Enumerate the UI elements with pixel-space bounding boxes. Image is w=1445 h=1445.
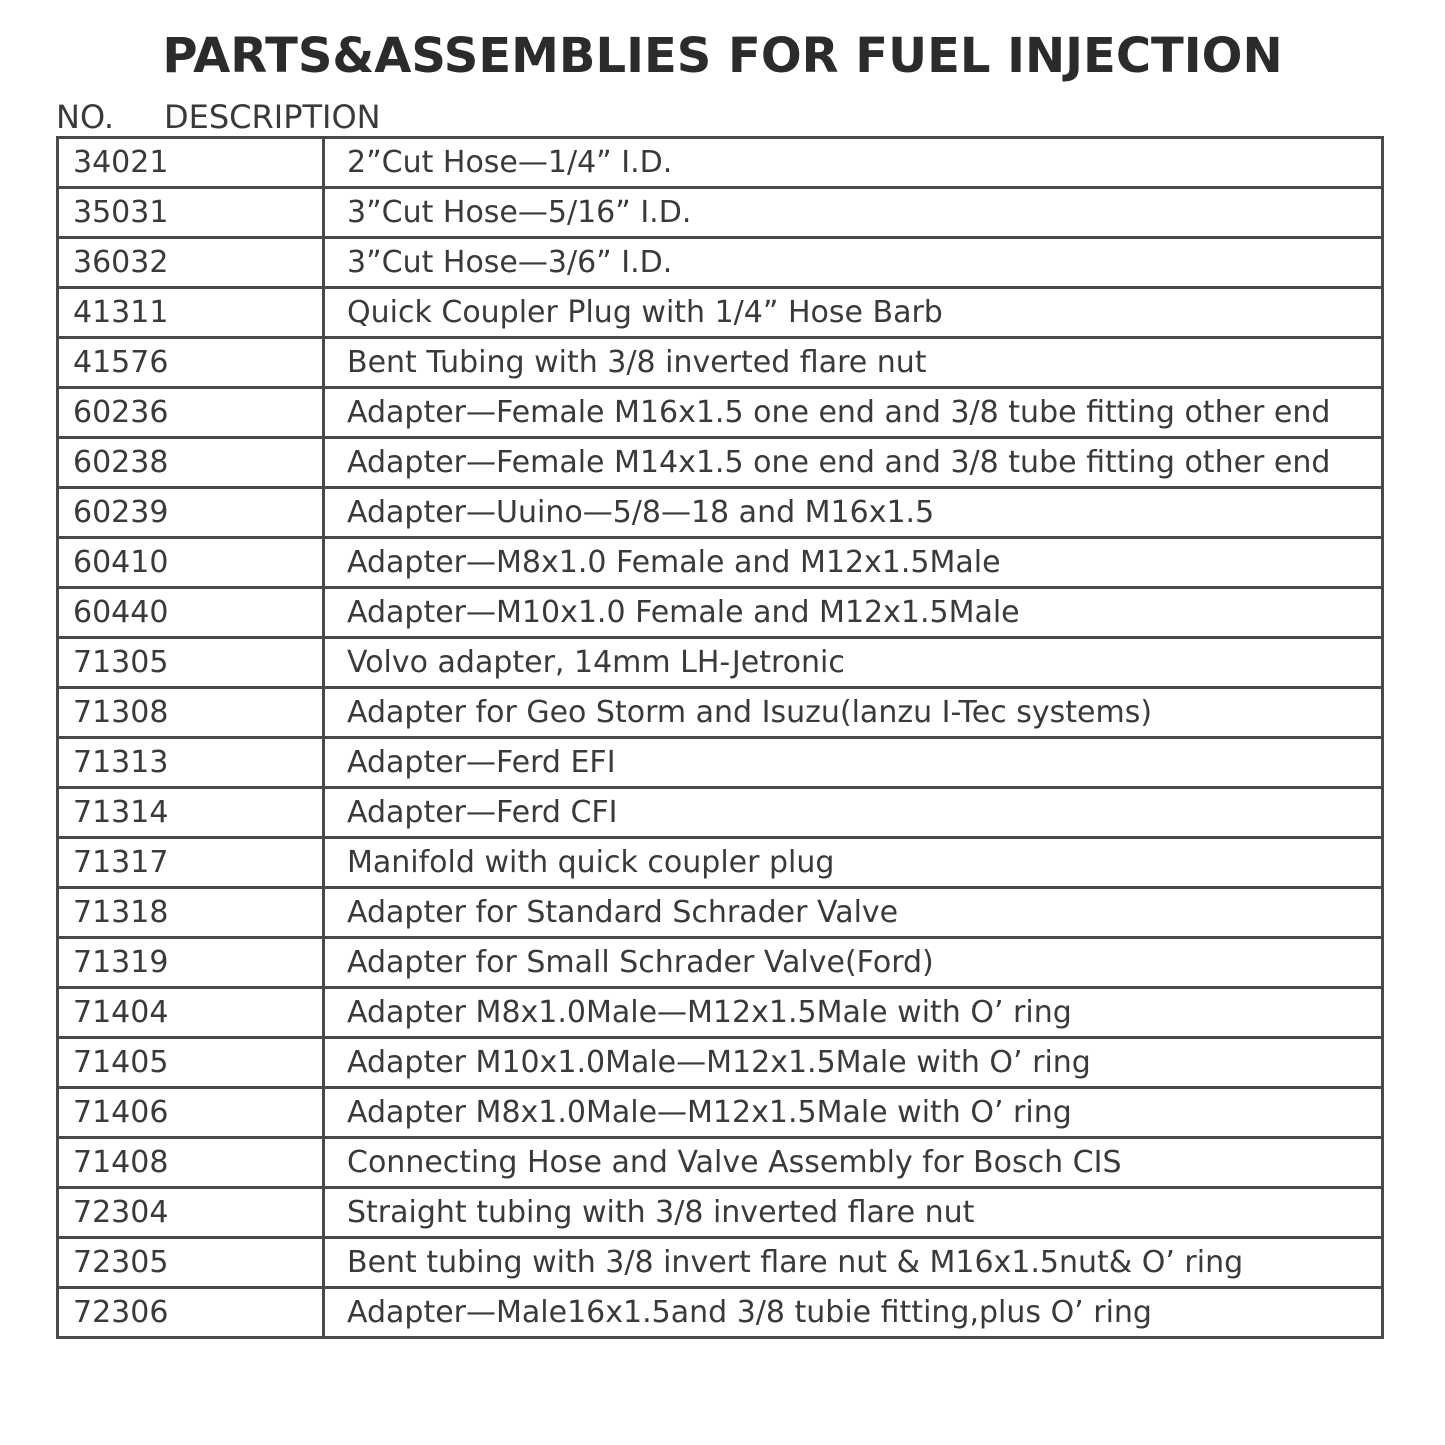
table-row [58, 688, 1383, 738]
part-number-cell: 34021 [58, 138, 324, 188]
table-row [58, 938, 1383, 988]
part-description-cell: Adapter—Ferd CFI [324, 788, 1383, 838]
table-row [58, 888, 1383, 938]
table-row [58, 1038, 1383, 1088]
part-description-cell: Quick Coupler Plug with 1/4” Hose Barb [324, 288, 1383, 338]
table-row [58, 1238, 1383, 1288]
part-description-cell: Adapter for Geo Storm and Isuzu(lanzu I-Tec systems) [324, 688, 1383, 738]
table-row [58, 638, 1383, 688]
table-row [58, 488, 1383, 538]
parts-table [56, 136, 1384, 1339]
part-description-cell: Adapter for Standard Schrader Valve [324, 888, 1383, 938]
part-description-cell: Adapter—M8x1.0 Female and M12x1.5Male [324, 538, 1383, 588]
part-description-cell: Adapter for Small Schrader Valve(Ford) [324, 938, 1383, 988]
part-description-cell: Bent Tubing with 3/8 inverted flare nut [324, 338, 1383, 388]
table-row [58, 1138, 1383, 1188]
part-number-cell: 71308 [58, 688, 324, 738]
table-row [58, 788, 1383, 838]
part-number-cell: 35031 [58, 188, 324, 238]
part-number-cell: 72305 [58, 1238, 324, 1288]
table-row [58, 538, 1383, 588]
part-number-cell: 72304 [58, 1188, 324, 1238]
part-description-cell: Adapter M10x1.0Male—M12x1.5Male with O’ ring [324, 1038, 1383, 1088]
part-number-cell: 71319 [58, 938, 324, 988]
part-number-cell: 71404 [58, 988, 324, 1038]
part-number-cell: 60440 [58, 588, 324, 638]
table-row [58, 838, 1383, 888]
part-description-cell: 3”Cut Hose—3/6” I.D. [324, 238, 1383, 288]
part-description-cell: Volvo adapter, 14mm LH-Jetronic [324, 638, 1383, 688]
part-description-cell: Adapter—Female M16x1.5 one end and 3/8 tube fitting other end [324, 388, 1383, 438]
table-row [58, 738, 1383, 788]
part-number-cell: 60238 [58, 438, 324, 488]
part-number-cell: 41311 [58, 288, 324, 338]
table-row [58, 338, 1383, 388]
part-number-cell: 36032 [58, 238, 324, 288]
part-number-cell: 71408 [58, 1138, 324, 1188]
part-number-cell: 71317 [58, 838, 324, 888]
part-description-cell: Adapter—Male16x1.5and 3/8 tubie fitting,plus O’ ring [324, 1288, 1383, 1338]
column-header-no: NO. [56, 98, 114, 136]
part-number-cell: 41576 [58, 338, 324, 388]
table-row [58, 188, 1383, 238]
part-description-cell: 2”Cut Hose—1/4” I.D. [324, 138, 1383, 188]
page-title: PARTS&ASSEMBLIES FOR FUEL INJECTION [162, 28, 1283, 84]
part-description-cell: Straight tubing with 3/8 inverted flare nut [324, 1188, 1383, 1238]
part-description-cell: Connecting Hose and Valve Assembly for Bosch CIS [324, 1138, 1383, 1188]
table-row [58, 288, 1383, 338]
part-description-cell: 3”Cut Hose—5/16” I.D. [324, 188, 1383, 238]
table-row [58, 438, 1383, 488]
part-number-cell: 71314 [58, 788, 324, 838]
table-row [58, 388, 1383, 438]
part-description-cell: Manifold with quick coupler plug [324, 838, 1383, 888]
part-number-cell: 72306 [58, 1288, 324, 1338]
part-number-cell: 60239 [58, 488, 324, 538]
part-description-cell: Adapter—M10x1.0 Female and M12x1.5Male [324, 588, 1383, 638]
part-description-cell: Adapter—Ferd EFI [324, 738, 1383, 788]
part-description-cell: Bent tubing with 3/8 invert flare nut & M16x1.5nut& O’ ring [324, 1238, 1383, 1288]
parts-table-body [58, 138, 1383, 1338]
table-row [58, 238, 1383, 288]
part-number-cell: 71406 [58, 1088, 324, 1138]
part-description-cell: Adapter—Uuino—5/8—18 and M16x1.5 [324, 488, 1383, 538]
table-row [58, 138, 1383, 188]
column-header-description: DESCRIPTION [164, 98, 381, 136]
part-number-cell: 60236 [58, 388, 324, 438]
table-row [58, 588, 1383, 638]
part-number-cell: 71305 [58, 638, 324, 688]
table-row [58, 1088, 1383, 1138]
part-description-cell: Adapter M8x1.0Male—M12x1.5Male with O’ ring [324, 988, 1383, 1038]
table-row [58, 1188, 1383, 1238]
part-description-cell: Adapter M8x1.0Male—M12x1.5Male with O’ ring [324, 1088, 1383, 1138]
part-number-cell: 60410 [58, 538, 324, 588]
part-number-cell: 71313 [58, 738, 324, 788]
part-number-cell: 71405 [58, 1038, 324, 1088]
table-row [58, 1288, 1383, 1338]
part-description-cell: Adapter—Female M14x1.5 one end and 3/8 tube fitting other end [324, 438, 1383, 488]
table-row [58, 988, 1383, 1038]
part-number-cell: 71318 [58, 888, 324, 938]
